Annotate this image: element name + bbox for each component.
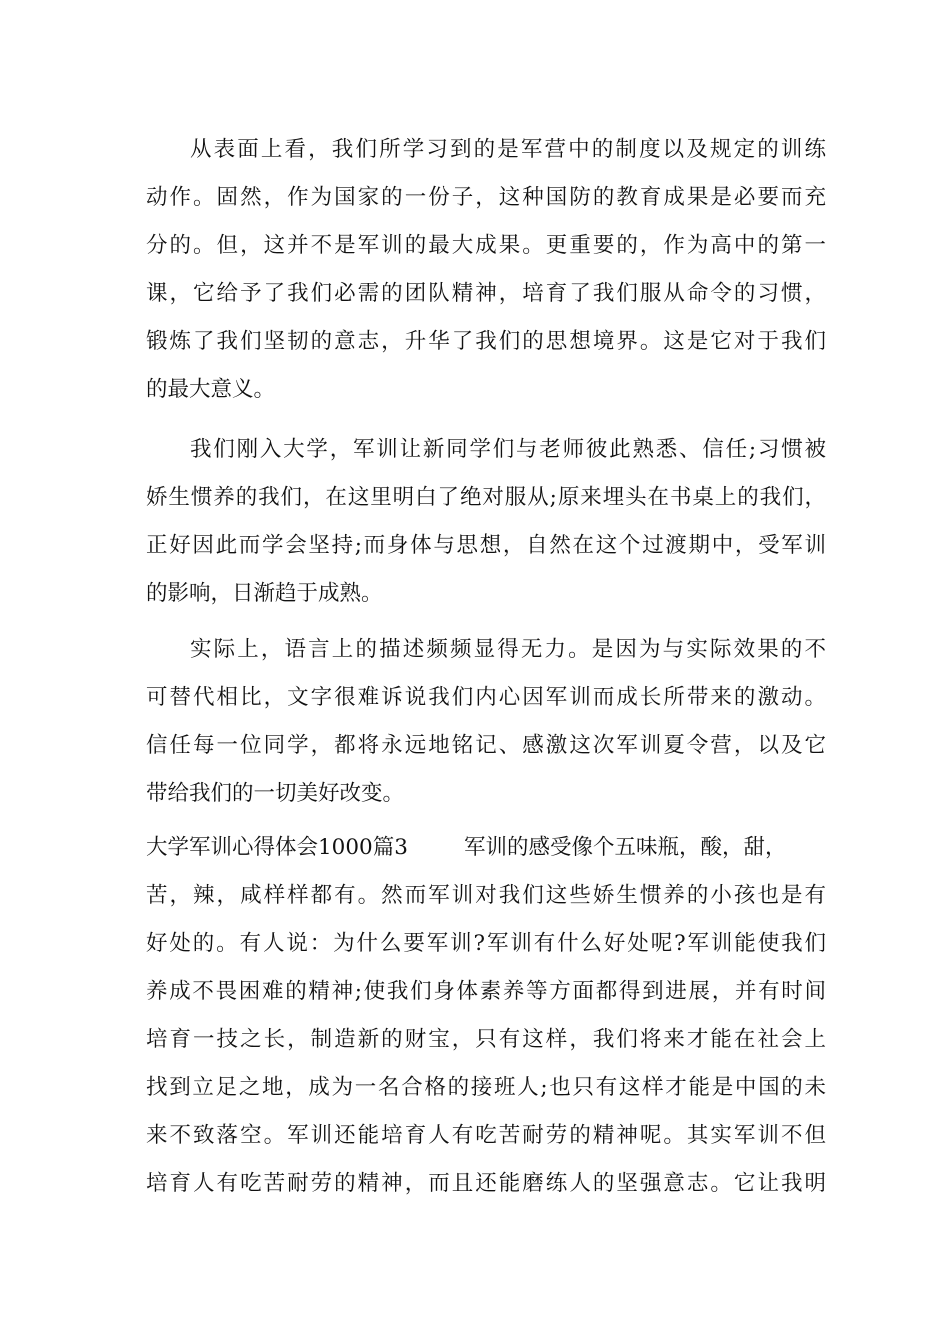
paragraph-3-line-1: 实际上，语言上的描述频频显得无力。是因为与实际效果的不 [190, 637, 826, 662]
paragraph-1-line-2: 动作。固然，作为国家的一份子，这种国防的教育成果是必要而充 [146, 185, 826, 210]
paragraph-3-line-2: 可替代相比，文字很难诉说我们内心因军训而成长所带来的激动。 [146, 685, 826, 710]
paragraph-1-line-3: 分的。但，这并不是军训的最大成果。更重要的，作为高中的第一 [146, 233, 826, 258]
section-heading: 大学军训心得体会1000篇3 [146, 835, 408, 860]
section-heading-line [146, 828, 826, 868]
paragraph-4-line-5: 培育一技之长，制造新的财宝，只有这样，我们将来才能在社会上 [146, 1027, 826, 1052]
paragraph-3-line-3: 信任每一位同学，都将永远地铭记、感激这次军训夏令营，以及它 [146, 733, 826, 758]
paragraph-4-line-7: 来不致落空。军训还能培育人有吃苦耐劳的精神呢。其实军训不但 [146, 1123, 826, 1148]
paragraph-3-line-4: 带给我们的一切美好改变。 [146, 781, 405, 806]
paragraph-4-line-3: 好处的。有人说：为什么要军训?军训有什么好处呢?军训能使我们 [146, 931, 826, 956]
paragraph-4-line-8: 培育人有吃苦耐劳的精神，而且还能磨练人的坚强意志。它让我明 [146, 1171, 826, 1196]
paragraph-2-line-1: 我们刚入大学，军训让新同学们与老师彼此熟悉、信任;习惯被 [190, 437, 826, 462]
paragraph-4-line-2: 苦，辣，咸样样都有。然而军训对我们这些娇生惯养的小孩也是有 [146, 883, 826, 908]
paragraph-2-line-2: 娇生惯养的我们，在这里明白了绝对服从;原来埋头在书桌上的我们， [146, 485, 826, 510]
paragraph-1-line-1: 从表面上看，我们所学习到的是军营中的制度以及规定的训练 [190, 137, 826, 162]
paragraph-4-line-4: 养成不畏困难的精神;使我们身体素养等方面都得到进展，并有时间 [146, 979, 826, 1004]
paragraph-2-line-4: 的影响，日渐趋于成熟。 [146, 581, 383, 606]
paragraph-2-line-3: 正好因此而学会坚持;而身体与思想，自然在这个过渡期中，受军训 [146, 533, 826, 558]
paragraph-1-line-6: 的最大意义。 [146, 377, 276, 402]
paragraph-1-line-5: 锻炼了我们坚韧的意志，升华了我们的思想境界。这是它对于我们 [146, 329, 826, 354]
paragraph-4-line-1: 军训的感受像个五味瓶，酸，甜， [464, 835, 787, 860]
paragraph-1-line-4: 课，它给予了我们必需的团队精神，培育了我们服从命令的习惯， [146, 281, 826, 306]
paragraph-4-line-6: 找到立足之地，成为一名合格的接班人;也只有这样才能是中国的未 [146, 1075, 826, 1100]
